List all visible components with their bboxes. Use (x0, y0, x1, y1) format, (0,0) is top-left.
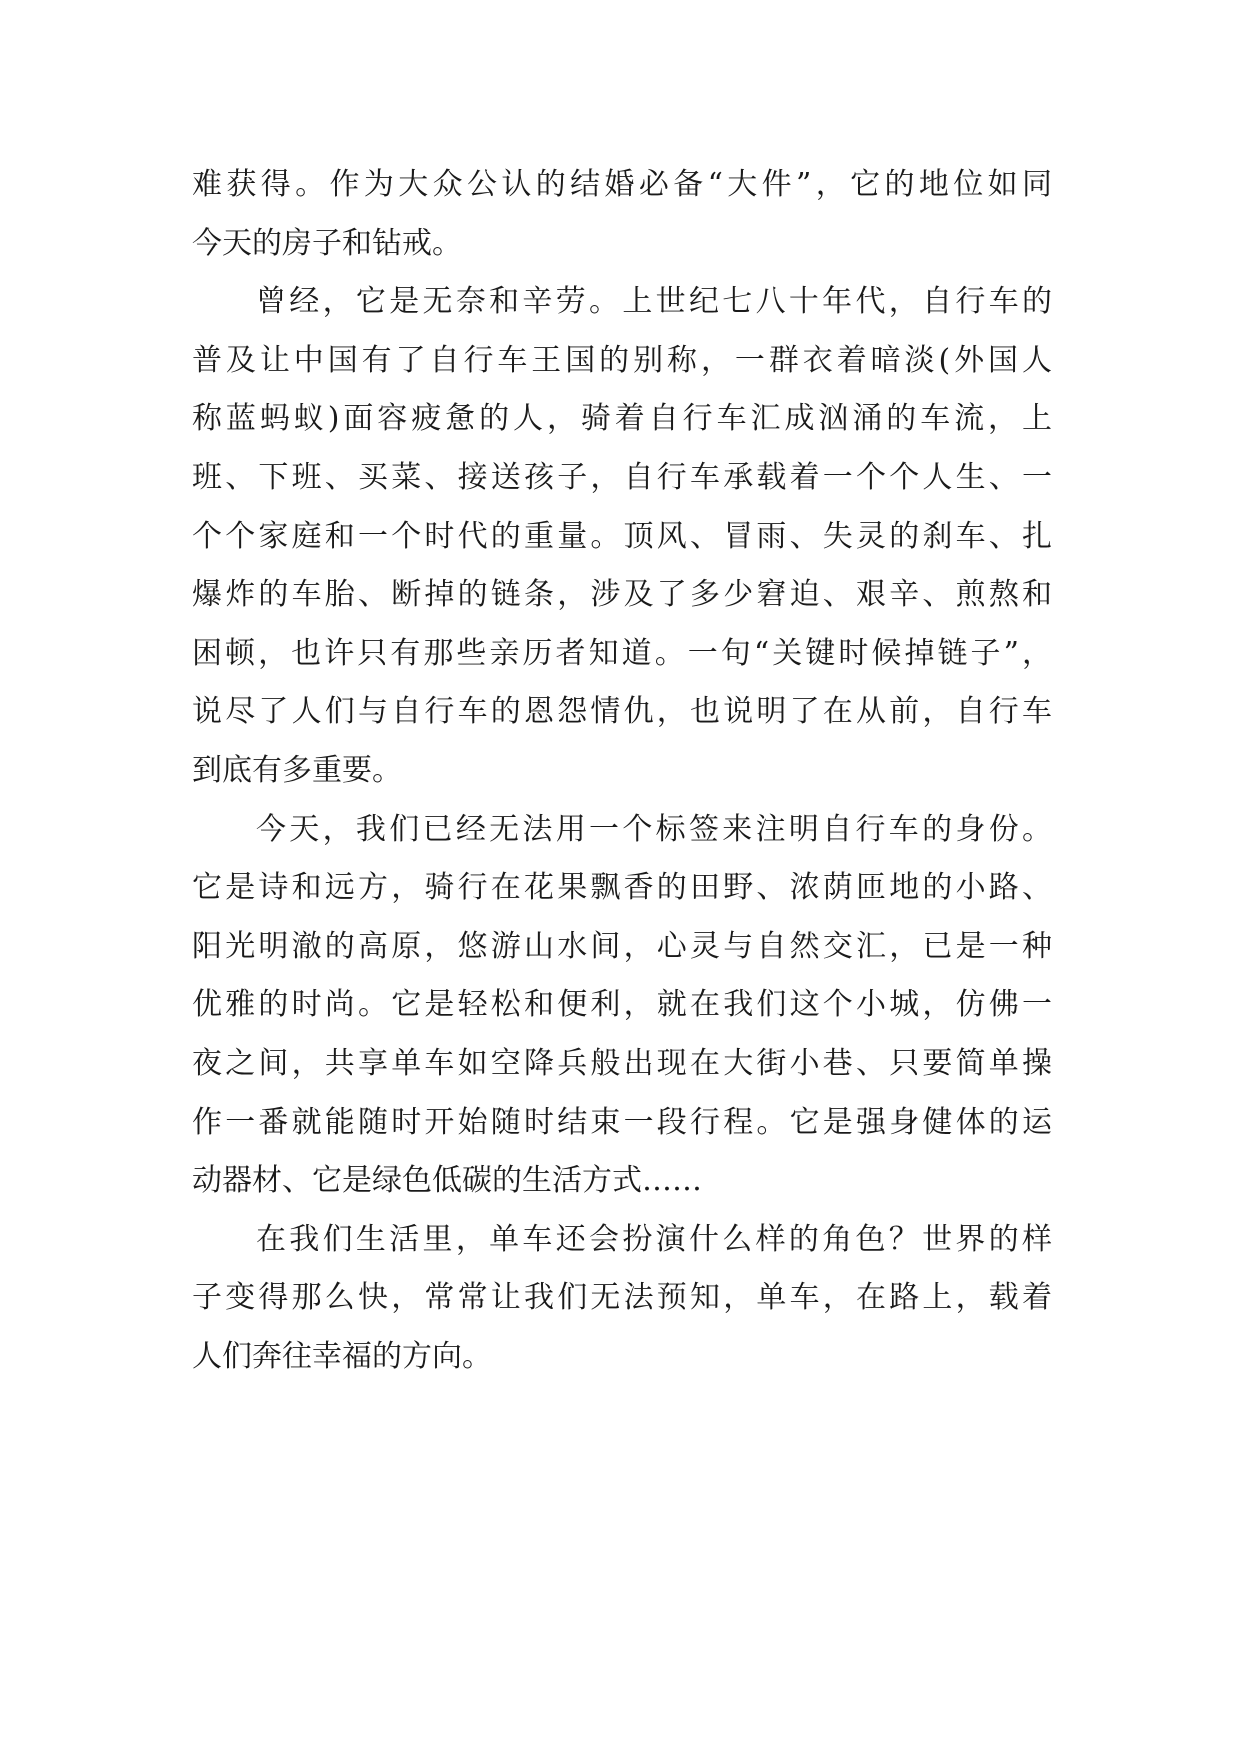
text-line: 普及让中国有了自行车王国的别称，一群衣着暗淡(外国人 (192, 342, 1052, 378)
text-line: 人们奔往幸福的方向。 (192, 1338, 492, 1374)
text-line: 难获得。作为大众公认的结婚必备“大件”，它的地位如同 (192, 167, 1052, 202)
text-line: 困顿，也许只有那些亲历者知道。一句“关键时候掉链子”， (192, 635, 1052, 671)
text-line: 班、下班、买菜、接送孩子，自行车承载着一个个人生、一 (192, 459, 1052, 495)
text-line: 曾经，它是无奈和辛劳。上世纪七八十年代，自行车的 (256, 284, 1052, 320)
text-line: 作一番就能随时开始随时结束一段行程。它是强身健体的运 (192, 1104, 1052, 1140)
text-line: 动器材、它是绿色低碳的生活方式…… (192, 1163, 702, 1199)
text-line: 子变得那么快，常常让我们无法预知，单车，在路上，载着 (192, 1280, 1052, 1316)
text-line: 夜之间，共享单车如空降兵般出现在大街小巷、只要简单操 (192, 1045, 1052, 1081)
text-line: 到底有多重要。 (192, 752, 402, 788)
text-line: 阳光明澈的高原，悠游山水间，心灵与自然交汇，已是一种 (192, 928, 1052, 964)
text-line: 在我们生活里，单车还会扮演什么样的角色？世界的样 (256, 1221, 1052, 1257)
text-line: 个个家庭和一个时代的重量。顶风、冒雨、失灵的刹车、扎 (192, 518, 1052, 554)
text-line: 爆炸的车胎、断掉的链条，涉及了多少窘迫、艰辛、煎熬和 (192, 577, 1052, 613)
text-line: 优雅的时尚。它是轻松和便利，就在我们这个小城，仿佛一 (192, 987, 1052, 1023)
body-text (192, 156, 1052, 1386)
text-line: 称蓝蚂蚁)面容疲惫的人，骑着自行车汇成汹涌的车流，上 (192, 401, 1052, 437)
text-line: 它是诗和远方，骑行在花果飘香的田野、浓荫匝地的小路、 (192, 870, 1052, 906)
text-line: 今天，我们已经无法用一个标签来注明自行车的身份。 (256, 811, 1052, 847)
text-line: 今天的房子和钻戒。 (192, 225, 462, 261)
text-line: 说尽了人们与自行车的恩怨情仇，也说明了在从前，自行车 (192, 694, 1052, 730)
